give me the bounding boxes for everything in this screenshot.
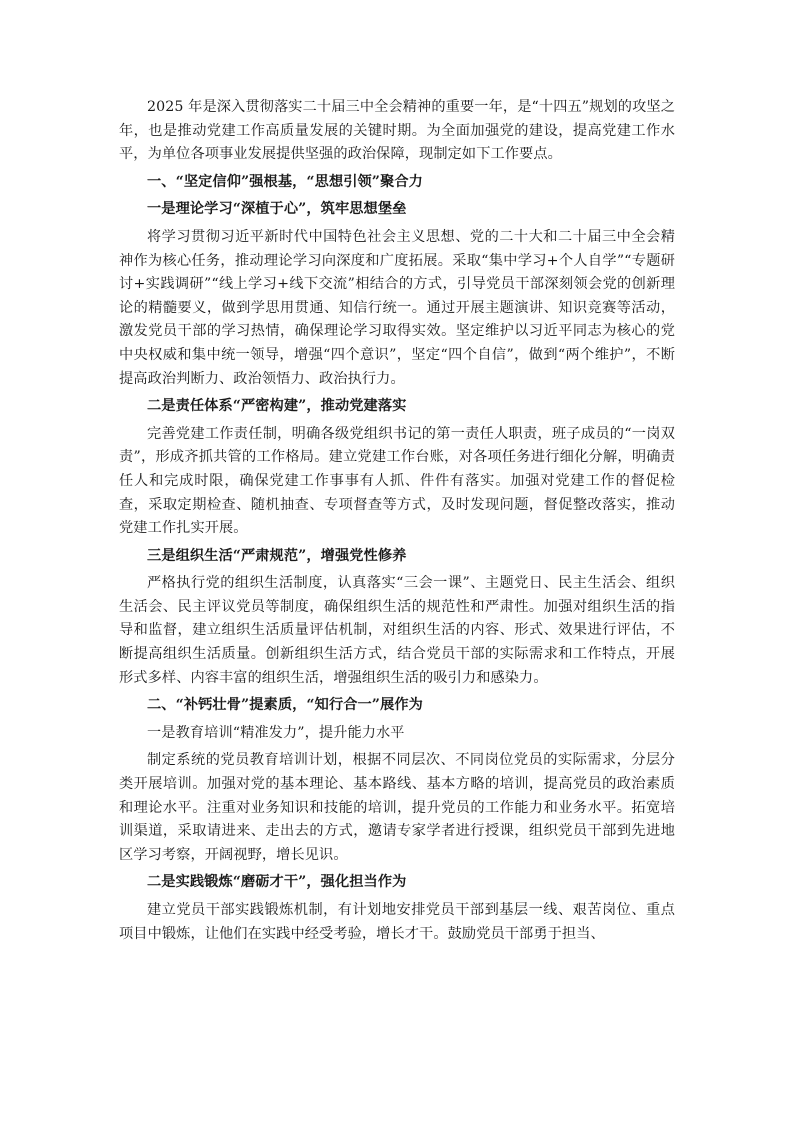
section-1-sub-1-body: 将学习贯彻习近平新时代中国特色社会主义思想、党的二十大和二十届三中全会精神作为核心任务，推动理论学习向深度和广度拓展。采取“集中学习+个人自学”“专题研讨+实践调研”“线上学习+线下交流”相结合的方式，引导党员干部深刻领会党的创新理论的精髓要义，做到学思用贯通、知信行统一。通过开展主题演讲、知识竞赛等活动，激发党员干部的学习热情，确保理论学习取得实效。坚定维护以习近平同志为核心的党中央权威和集中统一领导，增强“四个意识”，坚定“四个自信”，做到“两个维护”，不断提高政治判断力、政治领悟力、政治执行力。 [119, 228, 675, 387]
section-2-heading: 二、“补钙壮骨”提素质，“知行合一”展作为 [147, 697, 423, 714]
section-1-sub-1-heading: 一是理论学习“深植于心”，筑牢思想堡垒 [147, 201, 407, 218]
section-2-sub-2-heading: 二是实践锻炼“磨砺才干”，强化担当作为 [147, 874, 407, 891]
section-1-heading: 一、“坚定信仰”强根基，“思想引领”聚合力 [147, 173, 423, 190]
section-1-sub-2-heading: 二是责任体系“严密构建”，推动党建落实 [147, 398, 407, 415]
section-1-sub-3-heading: 三是组织生活“严肃规范”，增强党性修养 [147, 547, 407, 564]
intro-paragraph: 2025 年是深入贯彻落实二十届三中全会精神的重要一年，是“十四五”规划的攻坚之年，也是推动党建工作高质量发展的关键时期。为全面加强党的建设，提高党建工作水平，为单位各项事业发展提供坚强的政治保障，现制定如下工作要点。 [119, 99, 675, 163]
section-1-sub-2-body: 完善党建工作责任制，明确各级党组织书记的第一责任人职责，班子成员的“一岗双责”，形成齐抓共管的工作格局。建立党建工作台账，对各项任务进行细化分解，明确责任人和完成时限，确保党建工作事事有人抓、件件有落实。加强对党建工作的督促检查，采取定期检查、随机抽查、专项督查等方式，及时发现问题，督促整改落实，推动党建工作扎实开展。 [119, 425, 675, 537]
section-2-sub-1-heading: 一是教育培训“精准发力”，提升能力水平 [147, 724, 405, 741]
document-page [119, 96, 675, 950]
section-1-sub-3-body: 严格执行党的组织生活制度，认真落实“三会一课”、主题党日、民主生活会、组织生活会、民主评议党员等制度，确保组织生活的规范性和严肃性。加强对组织生活的指导和监督，建立组织生活质量评估机制，对组织生活的内容、形式、效果进行评估，不断提高组织生活质量。创新组织生活方式，结合党员干部的实际需求和工作特点，开展形式多样、内容丰富的组织生活，增强组织生活的吸引力和感染力。 [119, 575, 675, 686]
section-2-sub-2-body: 建立党员干部实践锻炼机制，有计划地安排党员干部到基层一线、艰苦岗位、重点项目中锻炼，让他们在实践中经受考验，增长才干。鼓励党员干部勇于担当、 [119, 902, 675, 942]
section-2-sub-1-body: 制定系统的党员教育培训计划，根据不同层次、不同岗位党员的实际需求，分层分类开展培训。加强对党的基本理论、基本路线、基本方略的培训，提高党员的政治素质和理论水平。注重对业务知识和技能的培训，提升党员的工作能力和业务水平。拓宽培训渠道，采取请进来、走出去的方式，邀请专家学者进行授课，组织党员干部到先进地区学习考察，开阔视野，增长见识。 [119, 752, 675, 863]
